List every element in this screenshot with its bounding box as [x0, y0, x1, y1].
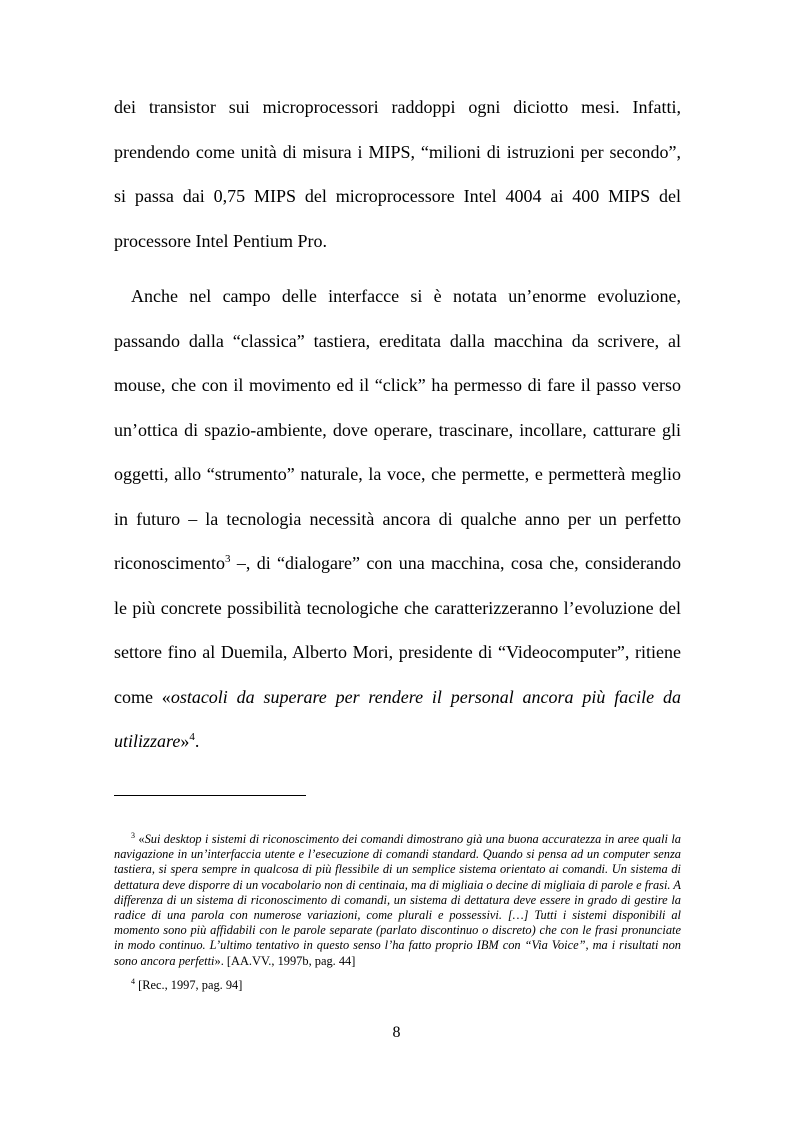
footnote-3-mark: 3 — [131, 830, 135, 840]
footnote-separator — [114, 795, 306, 796]
paragraph-2-text-a: Anche nel campo delle interfacce si è notata un’enorme evoluzione, passando dalla “classica” tastiera, ereditata dalla macchina da scrivere, al mouse, che con il movimento ed il “click” ha permesso di fare il passo verso un’ottica di spazio-ambiente, dove operare, trascinare, incollare, catturare gli oggetti, allo “strumento” naturale, la voce, che permette, e permetterà meglio in futuro – la tecnologia necessità ancora di qualche anno per un perfetto riconoscimento — [114, 286, 681, 573]
paragraph-2-quote: ostacoli da superare per rendere il personal ancora più facile da utilizzare — [114, 686, 682, 751]
paragraph-1-text: dei transistor sui microprocessori raddoppi ogni diciotto mesi. Infatti, prendendo come unità di misura i MIPS, “milioni di istruzioni per secondo”, si passa dai 0,75 MIPS del microprocessore Intel 4004 ai 400 MIPS del processore Intel Pentium Pro. — [114, 97, 681, 251]
footnote-3 — [114, 832, 681, 969]
paragraph-2-text-b: –, di “dialogare” con una macchina, cosa che, considerando le più concrete possibilità tecnologiche che caratterizzeranno l’evoluzione del settore fino al Duemila, Alberto Mori, presidente di “Videocomputer”, ritiene come « — [114, 553, 681, 707]
paragraph-2-text-c: » — [180, 731, 190, 751]
page-number: 8 — [392, 1024, 401, 1041]
body-text — [114, 85, 681, 764]
footnotes — [114, 832, 681, 993]
footnote-ref-4[interactable]: 4 — [189, 731, 195, 743]
paragraph-2 — [114, 274, 681, 764]
footnote-ref-3[interactable]: 3 — [224, 553, 231, 565]
paragraph-2-text-d: . — [194, 731, 200, 751]
footnote-4-citation: [Rec., 1997, pag. 94] — [135, 977, 243, 992]
paragraph-1 — [114, 85, 681, 263]
footnote-4 — [114, 978, 681, 993]
footnote-3-citation: ». [AA.VV., 1997b, pag. 44] — [214, 953, 356, 968]
footnote-3-open: « — [135, 832, 145, 846]
footnote-4-mark: 4 — [131, 976, 135, 986]
footnote-3-quote: Sui desktop i sistemi di riconoscimento dei comandi dimostrano già una buona accuratezza in aree quali la navigazione in un’interfaccia utente e l’esecuzione di comandi standard. Quando si pensa ad un computer senza tastiera, si spera sempre in qualcosa di più flessibile di un semplice sistema orientato ai comandi. Un sistema di dettatura deve disporre di un vocabolario non di centinaia, ma di migliaia o decine di migliaia di parole e frasi. A differenza di un sistema di riconoscimento di comandi, un sistema di dettatura deve essere in grado di gestire la radice di una parola con numerose variazioni, come plurali e possessivi. […] Tutti i sistemi disponibili al momento sono più affidabili con le parole separate (parlato discontinuo o discreto) che con le frasi pronunciate in modo continuo. L’ultimo tentativo in questo senso l’ha fatto proprio IBM con “Via Voice”, ma i risultati non sono ancora perfetti — [114, 832, 681, 968]
